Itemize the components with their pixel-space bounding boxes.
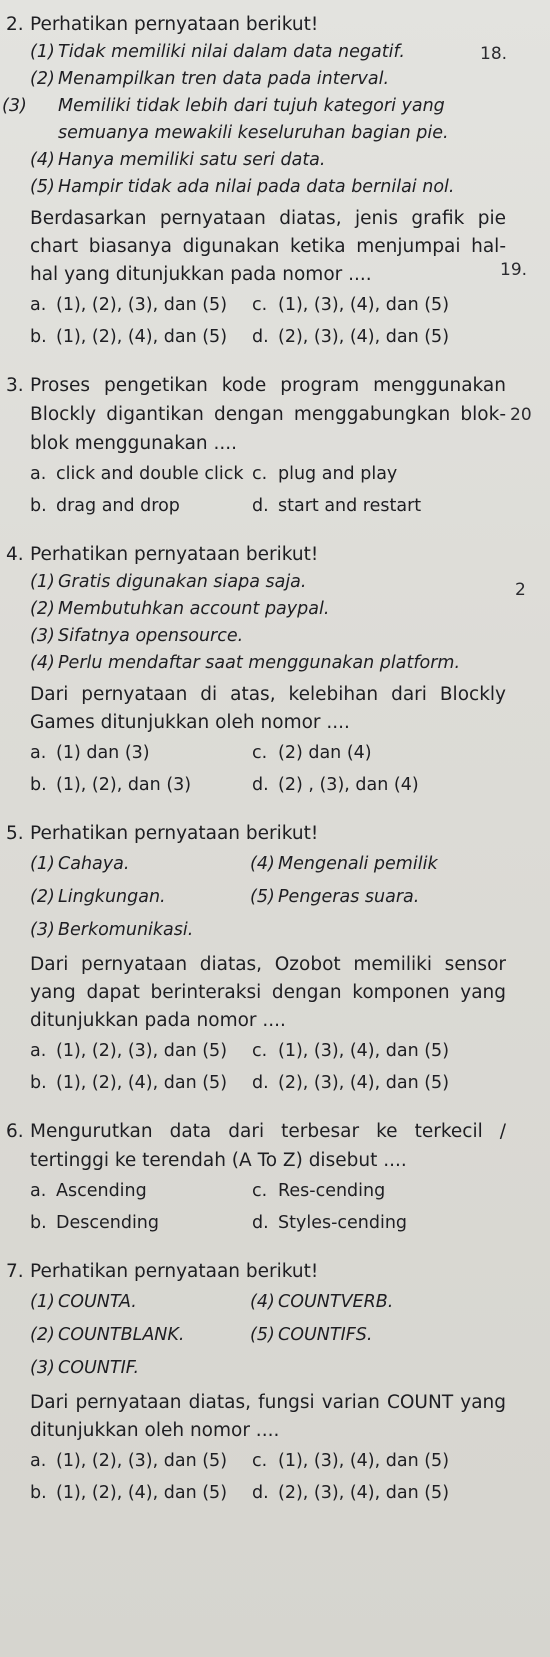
statement-text: Sifatnya opensource. xyxy=(58,626,244,646)
option-text: Res-cending xyxy=(278,1181,386,1201)
statement xyxy=(6,569,506,596)
question-title xyxy=(6,1257,506,1286)
statement-number: (2) xyxy=(30,599,55,619)
option-text: (1), (2), (4), dan (5) xyxy=(56,327,228,347)
option-b[interactable] xyxy=(30,769,252,801)
option-letter: c. xyxy=(252,295,268,315)
statement-text: Cahaya. xyxy=(58,854,130,874)
statement-number: (4) xyxy=(250,1292,275,1312)
option-text: Styles-cending xyxy=(278,1213,408,1233)
statement-text: COUNTVERB. xyxy=(278,1292,394,1312)
statement-text: Memiliki tidak lebih dari tujuh kategori yang semuanya mewakili keseluruhan bagian pie. xyxy=(58,96,449,143)
answer-options xyxy=(6,737,506,801)
statement xyxy=(6,650,506,677)
statement xyxy=(250,1286,500,1319)
statement-number: (2) xyxy=(30,69,55,89)
statement-grid xyxy=(6,1286,506,1385)
answer-options xyxy=(6,1035,506,1099)
statement-number: (3) xyxy=(30,1358,55,1378)
side-number-20: 20 xyxy=(510,405,532,425)
option-d[interactable] xyxy=(252,769,502,801)
question-number: 4. xyxy=(6,544,24,565)
statement-number: (1) xyxy=(30,1292,55,1312)
statement xyxy=(250,1319,500,1352)
option-text: (2), (3), (4), dan (5) xyxy=(278,1483,450,1503)
statement xyxy=(250,848,500,881)
option-c[interactable] xyxy=(252,1035,502,1067)
option-a[interactable] xyxy=(30,1035,252,1067)
option-letter: b. xyxy=(30,1073,47,1093)
statement-text: Hanya memiliki satu seri data. xyxy=(58,150,326,170)
statement-text: Gratis digunakan siapa saja. xyxy=(58,572,307,592)
statement-number: (3) xyxy=(2,96,27,116)
question-prompt: Proses pengetikan kode program menggunakan Blockly digantikan dengan menggabungkan blok-blok menggunakan .... xyxy=(30,375,506,454)
option-letter: d. xyxy=(252,1213,269,1233)
option-c[interactable] xyxy=(252,458,502,490)
statement-text: COUNTIF. xyxy=(58,1358,140,1378)
option-text: click and double click xyxy=(56,464,244,484)
statement-number: (2) xyxy=(30,887,55,907)
question-title xyxy=(6,10,506,39)
statement-number: (5) xyxy=(250,1325,275,1345)
question-2 xyxy=(2,10,506,353)
question-3 xyxy=(6,371,506,522)
option-c[interactable] xyxy=(252,1175,502,1207)
statement-number: (1) xyxy=(30,854,55,874)
question-number: 3. xyxy=(6,375,24,396)
question-5 xyxy=(6,819,506,1099)
statement xyxy=(2,93,506,147)
question-title xyxy=(6,540,506,569)
statement xyxy=(6,39,506,66)
option-text: (1), (2), (3), dan (5) xyxy=(56,295,228,315)
option-b[interactable] xyxy=(30,321,252,353)
question-number: 2. xyxy=(6,14,24,35)
statement-text: Berkomunikasi. xyxy=(58,920,194,940)
statement-number: (2) xyxy=(30,1325,55,1345)
option-text: (2) dan (4) xyxy=(278,743,372,763)
statement-text: Hampir tidak ada nilai pada data bernilai nol. xyxy=(58,177,455,197)
option-text: (1), (2), dan (3) xyxy=(56,775,192,795)
statement-text: COUNTA. xyxy=(58,1292,137,1312)
option-letter: a. xyxy=(30,1041,47,1061)
option-text: Descending xyxy=(56,1213,160,1233)
statement-text: Perlu mendaftar saat menggunakan platform. xyxy=(58,653,461,673)
option-a[interactable] xyxy=(30,289,252,321)
question-number: 6. xyxy=(6,1121,24,1142)
question-stem: Dari pernyataan diatas, Ozobot memiliki sensor yang dapat berinteraksi dengan komponen yang ditunjukkan pada nomor .... xyxy=(30,954,506,1031)
option-letter: d. xyxy=(252,496,269,516)
statement-number: (5) xyxy=(250,887,275,907)
question-stem: Dari pernyataan di atas, kelebihan dari Blockly Games ditunjukkan oleh nomor .... xyxy=(30,684,506,733)
statement xyxy=(30,1286,250,1319)
option-letter: d. xyxy=(252,775,269,795)
option-text: (2) , (3), dan (4) xyxy=(278,775,419,795)
option-a[interactable] xyxy=(30,1445,252,1477)
option-text: (2), (3), (4), dan (5) xyxy=(278,1073,450,1093)
answer-options xyxy=(6,289,506,353)
statement-text: Membutuhkan account paypal. xyxy=(58,599,330,619)
option-letter: a. xyxy=(30,464,47,484)
option-d[interactable] xyxy=(252,1207,502,1239)
statement-text: Lingkungan. xyxy=(58,887,166,907)
option-c[interactable] xyxy=(252,289,502,321)
option-text: (1) dan (3) xyxy=(56,743,150,763)
option-letter: b. xyxy=(30,1483,47,1503)
option-text: (1), (3), (4), dan (5) xyxy=(278,1451,450,1471)
option-letter: d. xyxy=(252,1483,269,1503)
statement xyxy=(250,881,500,914)
answer-options xyxy=(6,1175,506,1239)
question-stem: Dari pernyataan diatas, fungsi varian COUNT yang ditunjukkan oleh nomor .... xyxy=(30,1392,506,1441)
question-prompt: Perhatikan pernyataan berikut! xyxy=(30,544,319,565)
option-letter: c. xyxy=(252,1041,268,1061)
option-letter: a. xyxy=(30,1451,47,1471)
option-text: start and restart xyxy=(278,496,422,516)
option-letter: a. xyxy=(30,743,47,763)
option-a[interactable] xyxy=(30,1175,252,1207)
statement-number: (1) xyxy=(30,42,55,62)
option-d[interactable] xyxy=(252,321,502,353)
question-7 xyxy=(6,1257,506,1509)
option-text: (1), (3), (4), dan (5) xyxy=(278,1041,450,1061)
option-letter: d. xyxy=(252,1073,269,1093)
question-prompt: Perhatikan pernyataan berikut! xyxy=(30,14,319,35)
option-b[interactable] xyxy=(30,1067,252,1099)
option-letter: a. xyxy=(30,295,47,315)
statement-text: Mengenali pemilik xyxy=(278,854,438,874)
option-letter: b. xyxy=(30,775,47,795)
option-letter: c. xyxy=(252,464,268,484)
option-d[interactable] xyxy=(252,1067,502,1099)
statement xyxy=(6,147,506,174)
question-list xyxy=(2,10,506,1527)
question-6 xyxy=(6,1117,506,1239)
statement-text: Menampilkan tren data pada interval. xyxy=(58,69,390,89)
side-number-21: 2 xyxy=(515,580,526,600)
option-text: (2), (3), (4), dan (5) xyxy=(278,327,450,347)
option-letter: b. xyxy=(30,496,47,516)
statement-empty xyxy=(250,914,500,947)
option-letter: d. xyxy=(252,327,269,347)
statement-number: (1) xyxy=(30,572,55,592)
question-prompt: Perhatikan pernyataan berikut! xyxy=(30,823,319,844)
option-d[interactable] xyxy=(252,490,502,522)
side-number-18: 18. xyxy=(480,44,508,64)
option-a[interactable] xyxy=(30,458,252,490)
statement-number: (4) xyxy=(30,150,55,170)
statement-text: COUNTBLANK. xyxy=(58,1325,185,1345)
option-letter: b. xyxy=(30,1213,47,1233)
option-text: drag and drop xyxy=(56,496,180,516)
option-b[interactable] xyxy=(30,1477,252,1509)
option-text: (1), (2), (4), dan (5) xyxy=(56,1073,228,1093)
question-title xyxy=(6,371,506,458)
statement xyxy=(6,174,506,201)
option-text: (1), (2), (3), dan (5) xyxy=(56,1451,228,1471)
statement xyxy=(30,881,250,914)
statement-empty xyxy=(250,1352,500,1385)
option-c[interactable] xyxy=(252,737,502,769)
option-letter: a. xyxy=(30,1181,47,1201)
statement-number: (3) xyxy=(30,920,55,940)
statement-number: (5) xyxy=(30,177,55,197)
statement-number: (4) xyxy=(250,854,275,874)
statement-grid xyxy=(6,848,506,947)
statement-text: COUNTIFS. xyxy=(278,1325,373,1345)
question-title xyxy=(6,819,506,848)
option-letter: c. xyxy=(252,1451,268,1471)
statement-number: (4) xyxy=(30,653,55,673)
statement xyxy=(30,1319,250,1352)
option-letter: b. xyxy=(30,327,47,347)
question-title xyxy=(6,1117,506,1175)
option-letter: c. xyxy=(252,743,268,763)
option-text: plug and play xyxy=(278,464,398,484)
option-text: (1), (2), (3), dan (5) xyxy=(56,1041,228,1061)
question-stem: Berdasarkan pernyataan diatas, jenis grafik pie chart biasanya digunakan ketika menjumpai hal-hal yang ditunjukkan pada nomor .... xyxy=(30,208,506,285)
question-number: 7. xyxy=(6,1261,24,1282)
statement-text: Tidak memiliki nilai dalam data negatif. xyxy=(58,42,405,62)
answer-options xyxy=(6,1445,506,1509)
option-d[interactable] xyxy=(252,1477,502,1509)
statement xyxy=(6,596,506,623)
statement xyxy=(30,914,250,947)
side-number-19: 19. xyxy=(500,260,528,280)
statement-number: (3) xyxy=(30,626,55,646)
option-b[interactable] xyxy=(30,490,252,522)
statement xyxy=(30,848,250,881)
option-text: (1), (2), (4), dan (5) xyxy=(56,1483,228,1503)
question-prompt: Mengurutkan data dari terbesar ke terkecil / tertinggi ke terendah (A To Z) disebut .... xyxy=(30,1121,506,1171)
question-number: 5. xyxy=(6,823,24,844)
option-b[interactable] xyxy=(30,1207,252,1239)
statement xyxy=(30,1352,250,1385)
option-c[interactable] xyxy=(252,1445,502,1477)
statement xyxy=(6,623,506,650)
question-4 xyxy=(6,540,506,801)
option-text: Ascending xyxy=(56,1181,147,1201)
question-prompt: Perhatikan pernyataan berikut! xyxy=(30,1261,319,1282)
option-letter: c. xyxy=(252,1181,268,1201)
answer-options xyxy=(6,458,506,522)
option-a[interactable] xyxy=(30,737,252,769)
statement-text: Pengeras suara. xyxy=(278,887,420,907)
statement xyxy=(6,66,506,93)
option-text: (1), (3), (4), dan (5) xyxy=(278,295,450,315)
